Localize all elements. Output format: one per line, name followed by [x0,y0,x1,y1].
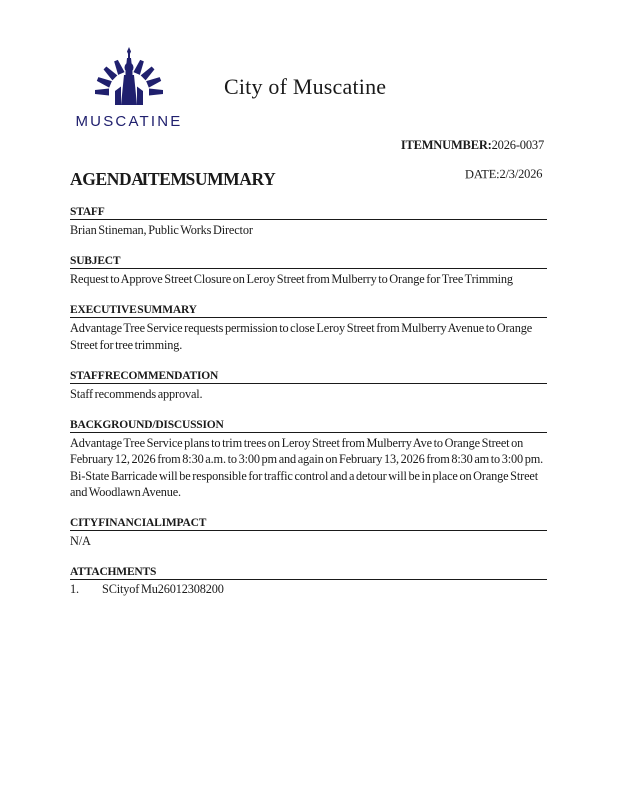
attachment-number: 1. [70,582,79,597]
section-body: Staff recommends approval. [70,386,203,401]
section-subject [70,255,547,287]
section-background-discussion [70,419,547,500]
item-number-label: ITEM NUMBER: [400,138,492,152]
page-title: AGENDA ITEM SUMMARY [70,169,276,189]
date-line [465,167,542,183]
date-label: DATE: [464,167,500,182]
section-body: Brian Stineman, Public Works Director [70,223,253,237]
section-staff-recommendation [70,370,547,402]
section-title: STAFF RECOMMENDATION [70,370,547,384]
sunburst-tower-icon [72,42,186,112]
section-title: ATTACHMENTS [70,566,547,580]
section-title: STAFF [70,206,547,220]
logo-wordmark: MUSCATINE [75,113,183,130]
attachment-filename: SCityof Mu26012308200 [102,582,224,597]
section-body: N/A [70,533,91,548]
section-city-financial-impact [70,517,547,549]
item-number-value: 2026-0037 [491,138,544,152]
date-value: 2/3/2026 [499,166,543,182]
section-title: EXECUTIVE SUMMARY [70,304,547,318]
attachment-item [70,582,547,597]
section-staff [70,206,547,238]
section-attachments [70,566,547,597]
item-number [401,138,544,153]
section-body: Advantage Tree Service requests permission to close Leroy Street from Mulberry Avenue to Orange Street for tree trimming. [70,321,533,352]
city-title: City of Muscatine [224,74,387,99]
section-title: BACKGROUND/DISCUSSION [70,419,547,433]
muscatine-logo [72,42,186,130]
section-executive-summary [70,304,547,352]
section-title: CITY FINANCIAL IMPACT [70,517,547,531]
section-body: Request to Approve Street Closure on Leroy Street from Mulberry to Orange for Tree Trimming [70,272,513,287]
sections-container [70,206,547,614]
section-title: SUBJECT [70,255,547,269]
section-body: Advantage Tree Service plans to trim trees on Leroy Street from Mulberry Ave to Orange Street on February 12, 2026 from 8:30 a.m. to 3:00 pm and again on February 13, 2026 from 8:30 am to 3:00 pm. Bi-State Barricade will be responsible for traffic control and a detour will be in place on Orange Street and Woodlawn Avenue. [70,436,544,499]
